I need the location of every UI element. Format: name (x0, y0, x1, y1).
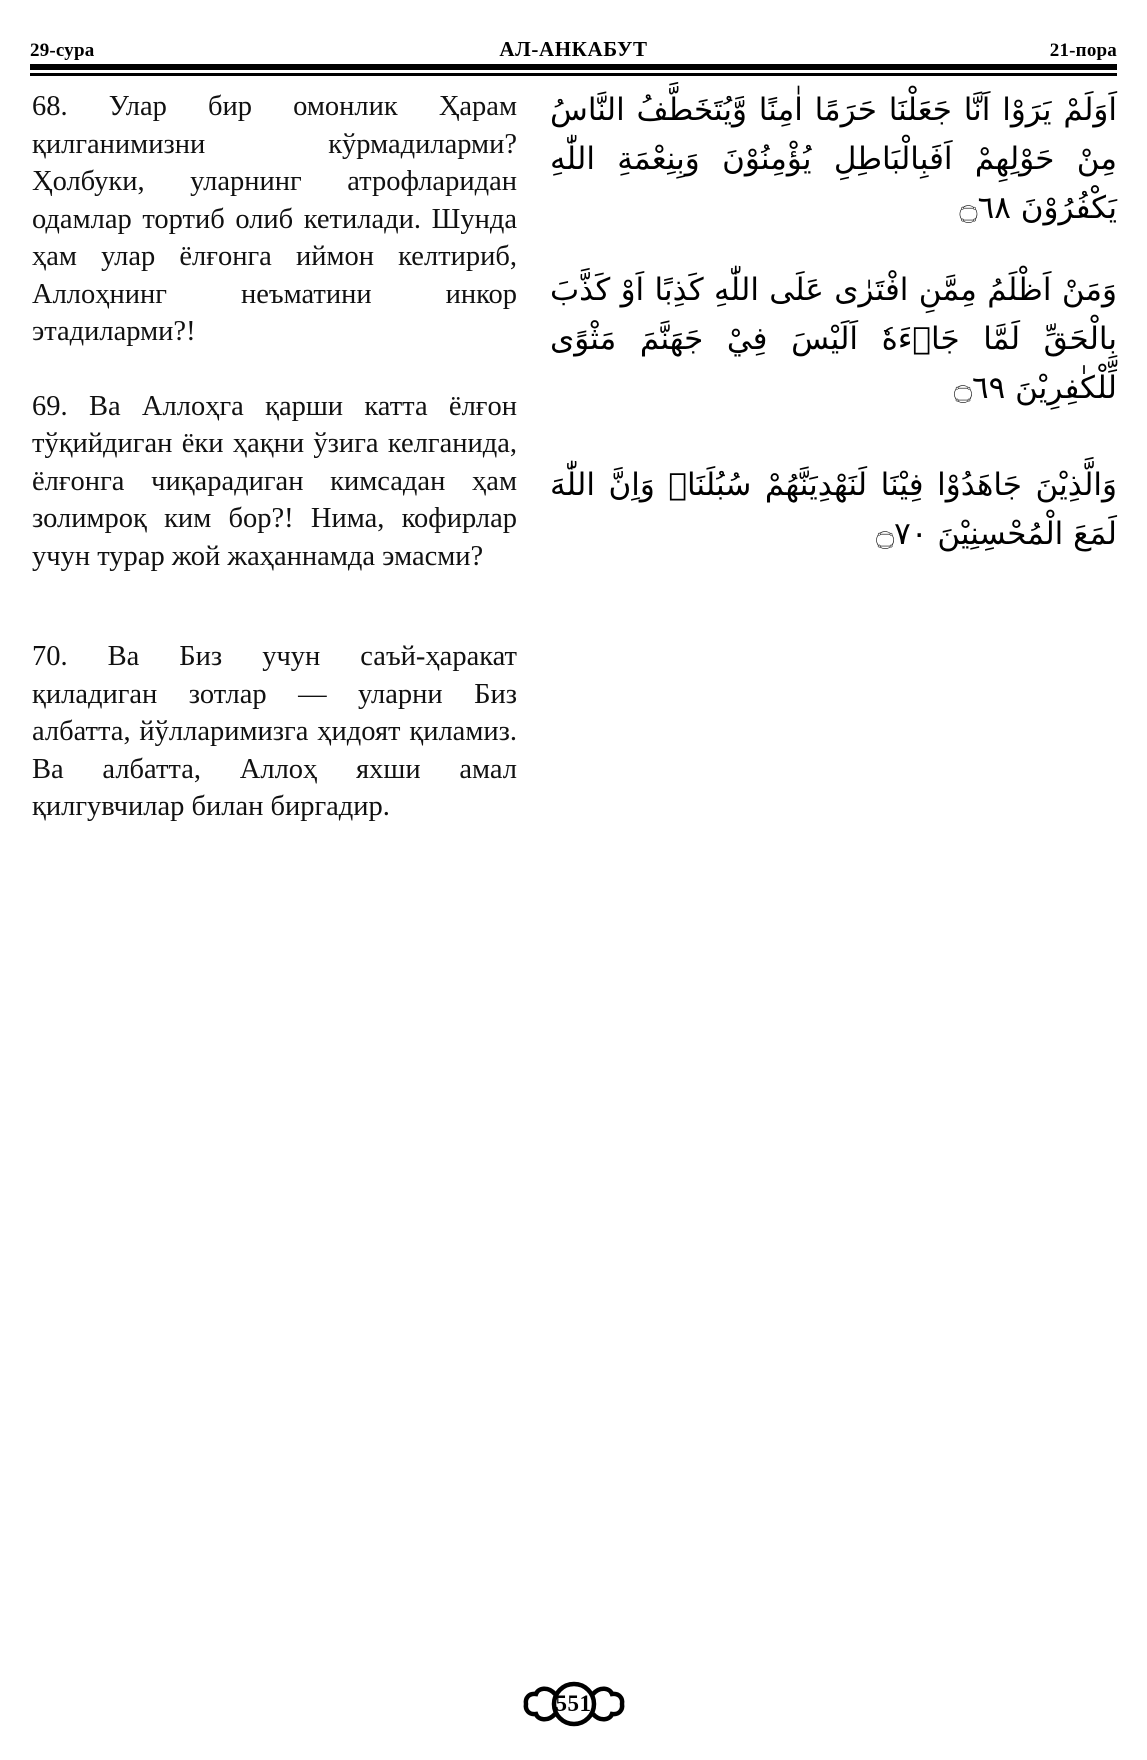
header-sura-label: 29-сура (30, 40, 95, 61)
arabic-column (550, 88, 1117, 559)
header-sura-title: АЛ-АНКАБУТ (499, 37, 648, 61)
divider-thin-line (30, 73, 1117, 76)
page-number: 551 (555, 1691, 592, 1716)
verse-translation-69: 69. Ва Аллоҳга қарши катта ёлғон тўқийдиган ёки ҳақни ўзига келганида, ёлғонга чиқарадиган кимсадан ҳам золимроқ ким бор?! Нима, кофирлар учун турар жой жаҳаннамда эмасми? (32, 390, 517, 572)
translation-column (32, 88, 517, 826)
page-header (30, 28, 1117, 62)
verse-translation-68: 68. Улар бир омонлик Ҳарам қилганимизни кўрмадиларми? Ҳолбуки, уларнинг атрофларидан одамлар тортиб олиб кетилади. Шунда ҳам улар ёлғонга иймон келтириб, Аллоҳнинг неъматини инкор этадиларми?! (32, 91, 517, 347)
verse-translation-70: 70. Ва Биз учун саъй-ҳаракат қиладиган зотлар — уларни Биз албатта, йўлларимизга ҳидоят қиламиз. Ва албатта, Аллоҳ яхши амал қилгувчилар билан биргадир. (32, 641, 517, 822)
verse-arabic-70: وَالَّذِيْنَ جَاهَدُوْا فِيْنَا لَنَهْدِيَنَّهُمْ سُبُلَنَاۗ وَاِنَّ اللّٰهَ لَمَعَ الْمُحْسِنِيْنَ ۝٧٠ (550, 467, 1117, 552)
verse-arabic-69: وَمَنْ اَظْلَمُ مِمَّنِ افْتَرٰى عَلَى اللّٰهِ كَذِبًا اَوْ كَذَّبَ بِالْحَقِّ لَمَّا جَاۤءَهٗ اَلَيْسَ فِيْ جَهَنَّمَ مَثْوًى لِّلْكٰفِرِيْنَ ۝٦٩ (550, 272, 1117, 406)
page-number-ornament (522, 1676, 626, 1732)
header-juz-label: 21-пора (1049, 40, 1117, 61)
verse-arabic-68: اَوَلَمْ يَرَوْا اَنَّا جَعَلْنَا حَرَمًا اٰمِنًا وَّيُتَخَطَّفُ النَّاسُ مِنْ حَوْلِهِمْ اَفَبِالْبَاطِلِ يُؤْمِنُوْنَ وَبِنِعْمَةِ اللّٰهِ يَكْفُرُوْنَ ۝٦٨ (550, 92, 1117, 226)
page-footer (0, 1676, 1147, 1732)
header-divider (30, 64, 1117, 76)
